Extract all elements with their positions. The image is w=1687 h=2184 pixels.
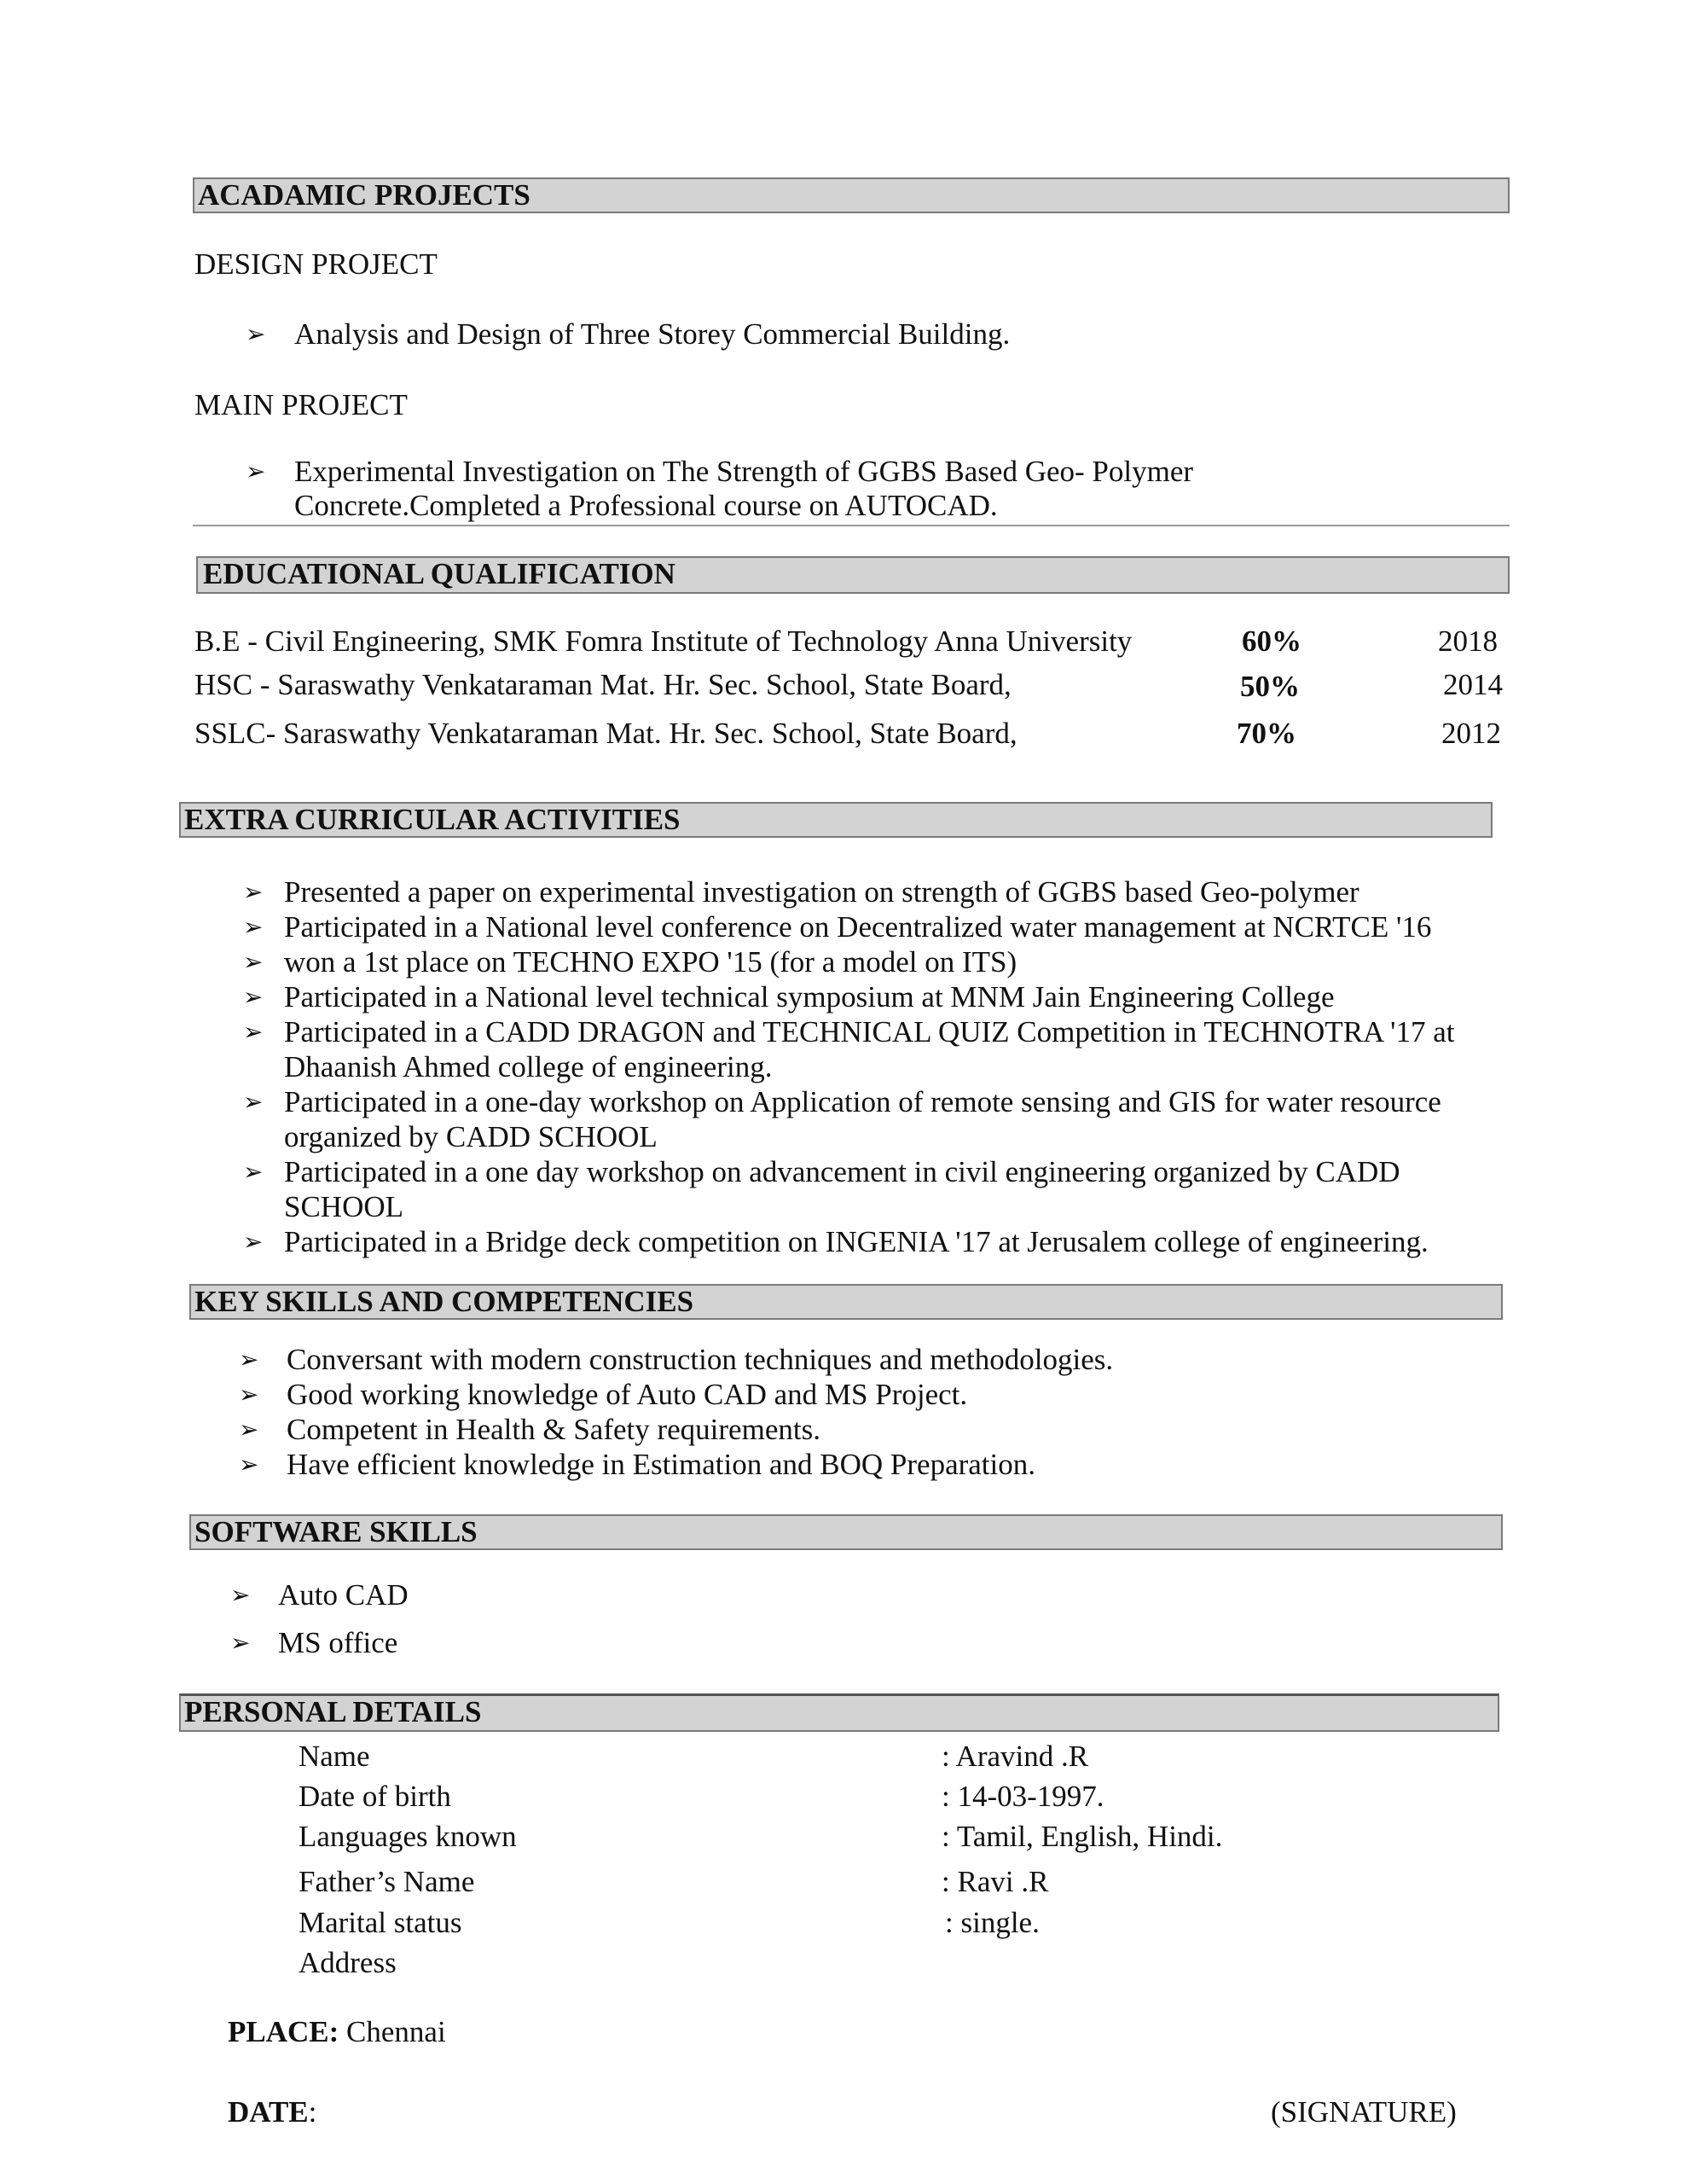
main-project-item-line2: Concrete.Completed a Professional course on AUTOCAD. — [294, 489, 998, 522]
bullet-arrow-icon: ➢ — [243, 913, 264, 941]
place-label: PLACE: — [228, 2015, 339, 2048]
extra-item-5-line1: Participated in a CADD DRAGON and TECHNICAL QUIZ Competition in TECHNOTRA '17 at — [284, 1015, 1455, 1048]
software-item-autocad: Auto CAD — [278, 1578, 409, 1612]
extra-item-8: Participated in a Bridge deck competition on INGENIA '17 at Jerusalem college of engineering. — [284, 1225, 1429, 1258]
section-divider — [193, 525, 1510, 526]
personal-label-dob: Date of birth — [299, 1780, 451, 1813]
education-year-sslc: 2012 — [1441, 717, 1501, 750]
date-line — [228, 2095, 316, 2129]
section-heading-extra-curricular: EXTRA CURRICULAR ACTIVITIES — [179, 802, 1493, 838]
personal-value-marital: : single. — [945, 1906, 1040, 1939]
bullet-arrow-icon: ➢ — [246, 457, 266, 485]
section-heading-educational-qualification: EDUCATIONAL QUALIFICATION — [196, 556, 1510, 594]
place-line — [228, 2015, 446, 2049]
bullet-arrow-icon: ➢ — [239, 1345, 259, 1374]
personal-label-name: Name — [299, 1740, 370, 1773]
date-colon: : — [308, 2095, 317, 2129]
personal-value-dob: : 14-03-1997. — [942, 1780, 1104, 1813]
extra-item-7-line2: SCHOOL — [284, 1190, 404, 1223]
extra-item-3: won a 1st place on TECHNO EXPO '15 (for a model on ITS) — [284, 945, 1017, 979]
bullet-arrow-icon: ➢ — [239, 1380, 259, 1409]
extra-item-6-line1: Participated in a one-day workshop on Application of remote sensing and GIS for water resource — [284, 1085, 1441, 1118]
personal-value-name: : Aravind .R — [942, 1740, 1089, 1773]
extra-item-6-line2: organized by CADD SCHOOL — [284, 1120, 658, 1153]
software-item-msoffice: MS office — [278, 1626, 398, 1659]
skill-item-4: Have efficient knowledge in Estimation and BOQ Preparation. — [287, 1448, 1036, 1481]
main-project-item-line1: Experimental Investigation on The Strength of GGBS Based Geo- Polymer — [294, 455, 1194, 488]
section-heading-software-skills: SOFTWARE SKILLS — [189, 1514, 1503, 1550]
bullet-arrow-icon: ➢ — [246, 320, 266, 348]
bullet-arrow-icon: ➢ — [230, 1581, 251, 1609]
section-heading-academic-projects: ACADAMIC PROJECTS — [193, 177, 1510, 213]
education-course-sslc: SSLC- Saraswathy Venkataraman Mat. Hr. Sec. School, State Board, — [194, 717, 1017, 750]
bullet-arrow-icon: ➢ — [243, 1088, 264, 1116]
personal-label-father: Father’s Name — [299, 1865, 475, 1898]
main-project-label: MAIN PROJECT — [194, 388, 408, 421]
education-percent-sslc: 70% — [1237, 717, 1296, 750]
extra-item-2: Participated in a National level conference on Decentralized water management at NCRTCE '16 — [284, 910, 1432, 944]
personal-value-father: : Ravi .R — [942, 1865, 1049, 1898]
bullet-arrow-icon: ➢ — [239, 1450, 259, 1478]
skill-item-1: Conversant with modern construction techniques and methodologies. — [287, 1343, 1114, 1376]
extra-item-7-line1: Participated in a one day workshop on advancement in civil engineering organized by CADD — [284, 1155, 1400, 1188]
education-percent-hsc: 50% — [1240, 670, 1300, 703]
section-heading-key-skills: KEY SKILLS AND COMPETENCIES — [189, 1284, 1503, 1320]
bullet-arrow-icon: ➢ — [243, 948, 264, 976]
section-heading-personal-details: PERSONAL DETAILS — [179, 1693, 1499, 1732]
education-course-be: B.E - Civil Engineering, SMK Fomra Institute of Technology Anna University — [194, 624, 1133, 658]
design-project-item: Analysis and Design of Three Storey Commercial Building. — [294, 317, 1011, 351]
bullet-arrow-icon: ➢ — [243, 1018, 264, 1046]
personal-value-languages: : Tamil, English, Hindi. — [942, 1820, 1223, 1853]
bullet-arrow-icon: ➢ — [230, 1629, 251, 1657]
bullet-arrow-icon: ➢ — [243, 1228, 264, 1256]
personal-label-marital: Marital status — [299, 1906, 462, 1939]
personal-label-address: Address — [299, 1946, 397, 1979]
education-year-hsc: 2014 — [1443, 668, 1503, 701]
bullet-arrow-icon: ➢ — [243, 983, 264, 1011]
skill-item-2: Good working knowledge of Auto CAD and MS Project. — [287, 1378, 968, 1411]
education-year-be: 2018 — [1438, 624, 1498, 658]
education-percent-be: 60% — [1242, 624, 1301, 658]
extra-item-5-line2: Dhaanish Ahmed college of engineering. — [284, 1050, 773, 1083]
date-label: DATE — [228, 2095, 309, 2129]
place-value: Chennai — [339, 2015, 446, 2048]
skill-item-3: Competent in Health & Safety requirements. — [287, 1413, 820, 1446]
extra-item-1: Presented a paper on experimental investigation on strength of GGBS based Geo-polymer — [284, 875, 1359, 909]
bullet-arrow-icon: ➢ — [243, 1158, 264, 1186]
signature-label: (SIGNATURE) — [1271, 2095, 1457, 2129]
education-course-hsc: HSC - Saraswathy Venkataraman Mat. Hr. Sec. School, State Board, — [194, 668, 1012, 701]
personal-label-languages: Languages known — [299, 1820, 517, 1853]
extra-item-4: Participated in a National level technical symposium at MNM Jain Engineering College — [284, 980, 1335, 1014]
bullet-arrow-icon: ➢ — [239, 1415, 259, 1443]
design-project-label: DESIGN PROJECT — [194, 247, 438, 281]
bullet-arrow-icon: ➢ — [243, 878, 264, 906]
